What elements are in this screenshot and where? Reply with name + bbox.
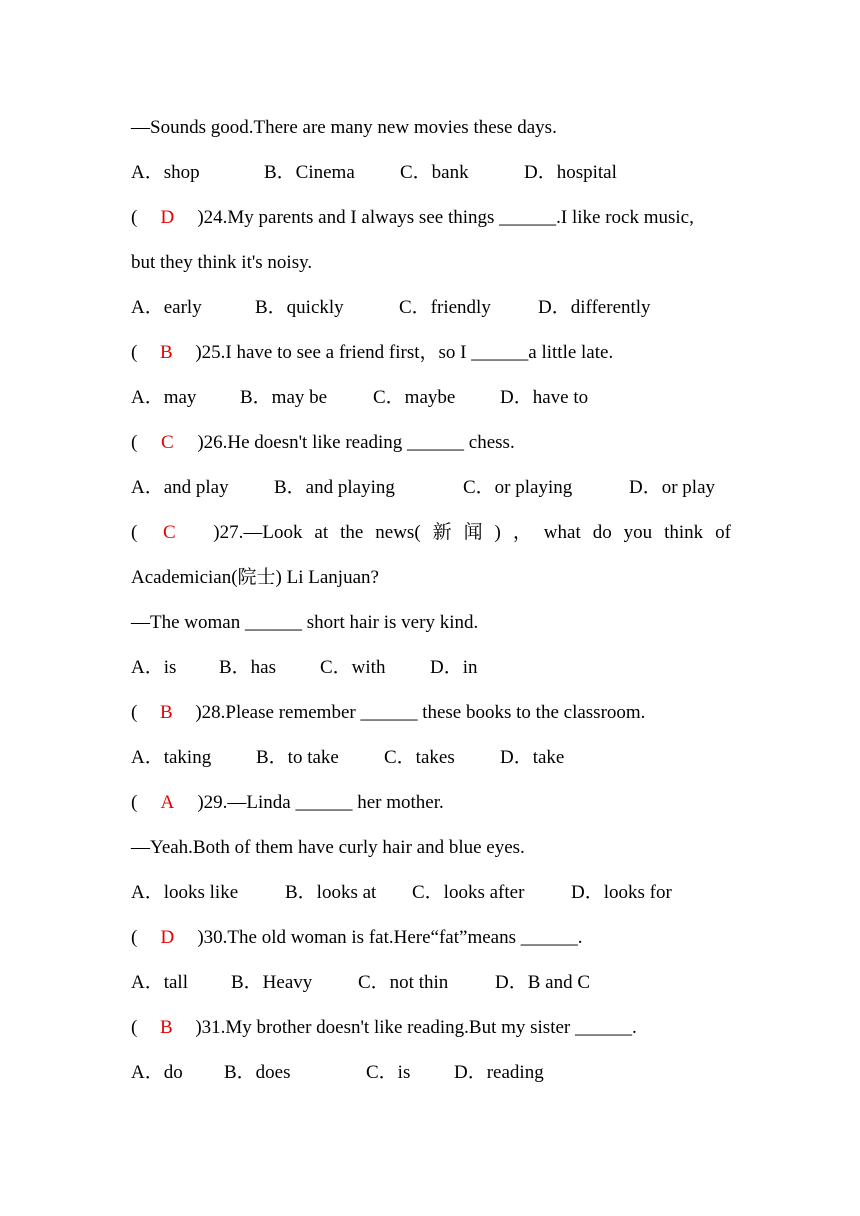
open-paren: ( <box>131 342 138 363</box>
answer-mark: D <box>160 207 175 228</box>
option-d: D．B and C <box>495 972 591 993</box>
line-text: Academician(院士) Li Lanjuan? <box>131 567 379 588</box>
question-text: )25.I have to see a friend first，so I ______a little late. <box>195 342 614 363</box>
options-line <box>131 971 590 995</box>
option-c: C．or playing <box>463 477 573 498</box>
option-a: A．shop <box>131 162 200 183</box>
question-27 <box>131 521 731 545</box>
option-b: B．has <box>219 657 277 678</box>
question-text: )31.My brother doesn't like reading.But my sister ______. <box>195 1017 637 1038</box>
question-word: of <box>715 522 731 543</box>
answer-mark: B <box>159 702 173 723</box>
option-c: C．with <box>320 657 386 678</box>
line-text: —The woman ______ short hair is very kind. <box>131 612 479 633</box>
dialogue-line <box>131 836 525 860</box>
option-c: C．maybe <box>373 387 456 408</box>
question-text: )26.He doesn't like reading ______ chess. <box>197 432 515 453</box>
option-b: B．may be <box>240 387 328 408</box>
options-line <box>131 656 478 680</box>
option-d: D．reading <box>454 1062 544 1083</box>
answer-mark: A <box>160 792 175 813</box>
option-b: B．Cinema <box>264 162 355 183</box>
question-word: )27.—Look <box>213 522 303 543</box>
answer-mark: B <box>159 342 173 363</box>
option-c: C．looks after <box>412 882 525 903</box>
option-b: B．to take <box>256 747 339 768</box>
options-line <box>131 746 564 770</box>
options-line <box>131 161 617 185</box>
question-word: do <box>592 522 612 543</box>
option-c: C．takes <box>384 747 455 768</box>
option-a: A．taking <box>131 747 212 768</box>
option-b: B．does <box>224 1062 291 1083</box>
question-word: the <box>340 522 364 543</box>
question-text: )28.Please remember ______ these books to the classroom. <box>195 702 646 723</box>
option-c: C．bank <box>400 162 469 183</box>
question-text: )30.The old woman is fat.Here“fat”means ______. <box>197 927 583 948</box>
option-c: C．friendly <box>399 297 491 318</box>
option-c: C．not thin <box>358 972 449 993</box>
option-d: D．in <box>430 657 478 678</box>
question-28 <box>131 701 645 725</box>
question-word: 闻 <box>463 522 483 543</box>
question-word: what <box>543 522 581 543</box>
dialogue-line <box>131 116 557 140</box>
question-word: ， <box>512 522 532 543</box>
line-text: —Sounds good.There are many new movies these days. <box>131 117 557 138</box>
line-text: but they think it's noisy. <box>131 252 313 273</box>
question-word: 新 <box>432 522 452 543</box>
question-31 <box>131 1016 637 1040</box>
question-27-open: ( C <box>131 521 201 545</box>
answer-mark: B <box>159 1017 173 1038</box>
option-a: A．early <box>131 297 202 318</box>
line-text: —Yeah.Both of them have curly hair and blue eyes. <box>131 837 525 858</box>
question-word: you <box>623 522 653 543</box>
open-paren: ( <box>131 1017 138 1038</box>
options-line <box>131 1061 544 1085</box>
option-a: A．do <box>131 1062 183 1083</box>
question-word: ) <box>494 522 501 543</box>
question-text: )24.My parents and I always see things ______.I like rock music, <box>197 207 694 228</box>
option-b: B．Heavy <box>231 972 313 993</box>
option-c: C．is <box>366 1062 411 1083</box>
question-25 <box>131 341 613 365</box>
option-d: D．hospital <box>524 162 617 183</box>
option-d: D．looks for <box>571 882 672 903</box>
option-a: A．looks like <box>131 882 239 903</box>
options-line <box>131 881 672 905</box>
option-d: D．or play <box>629 477 716 498</box>
option-a: A．tall <box>131 972 188 993</box>
question-24 <box>131 206 694 230</box>
question-continuation <box>131 566 379 590</box>
open-paren: ( <box>131 702 138 723</box>
options-line <box>131 296 651 320</box>
options-line <box>131 476 715 500</box>
open-paren: ( <box>131 927 138 948</box>
answer-mark: C <box>160 432 174 453</box>
question-word: news( <box>375 522 421 543</box>
option-d: D．have to <box>500 387 589 408</box>
option-d: D．differently <box>538 297 651 318</box>
option-a: A．and play <box>131 477 229 498</box>
open-paren: ( <box>131 792 138 813</box>
option-a: A．may <box>131 387 197 408</box>
question-text: )29.—Linda ______ her mother. <box>197 792 444 813</box>
open-paren: ( <box>131 207 138 228</box>
dialogue-line <box>131 611 478 635</box>
option-b: B．and playing <box>274 477 395 498</box>
open-paren: ( <box>131 432 138 453</box>
question-29 <box>131 791 444 815</box>
question-continuation <box>131 251 312 275</box>
option-b: B．looks at <box>285 882 377 903</box>
question-30 <box>131 926 582 950</box>
option-a: A．is <box>131 657 177 678</box>
answer-mark: D <box>160 927 175 948</box>
option-b: B．quickly <box>255 297 344 318</box>
answer-mark: C <box>162 522 176 543</box>
options-line <box>131 386 588 410</box>
question-26 <box>131 431 515 455</box>
question-word: think <box>664 522 704 543</box>
question-word: at <box>314 522 329 543</box>
option-d: D．take <box>500 747 565 768</box>
